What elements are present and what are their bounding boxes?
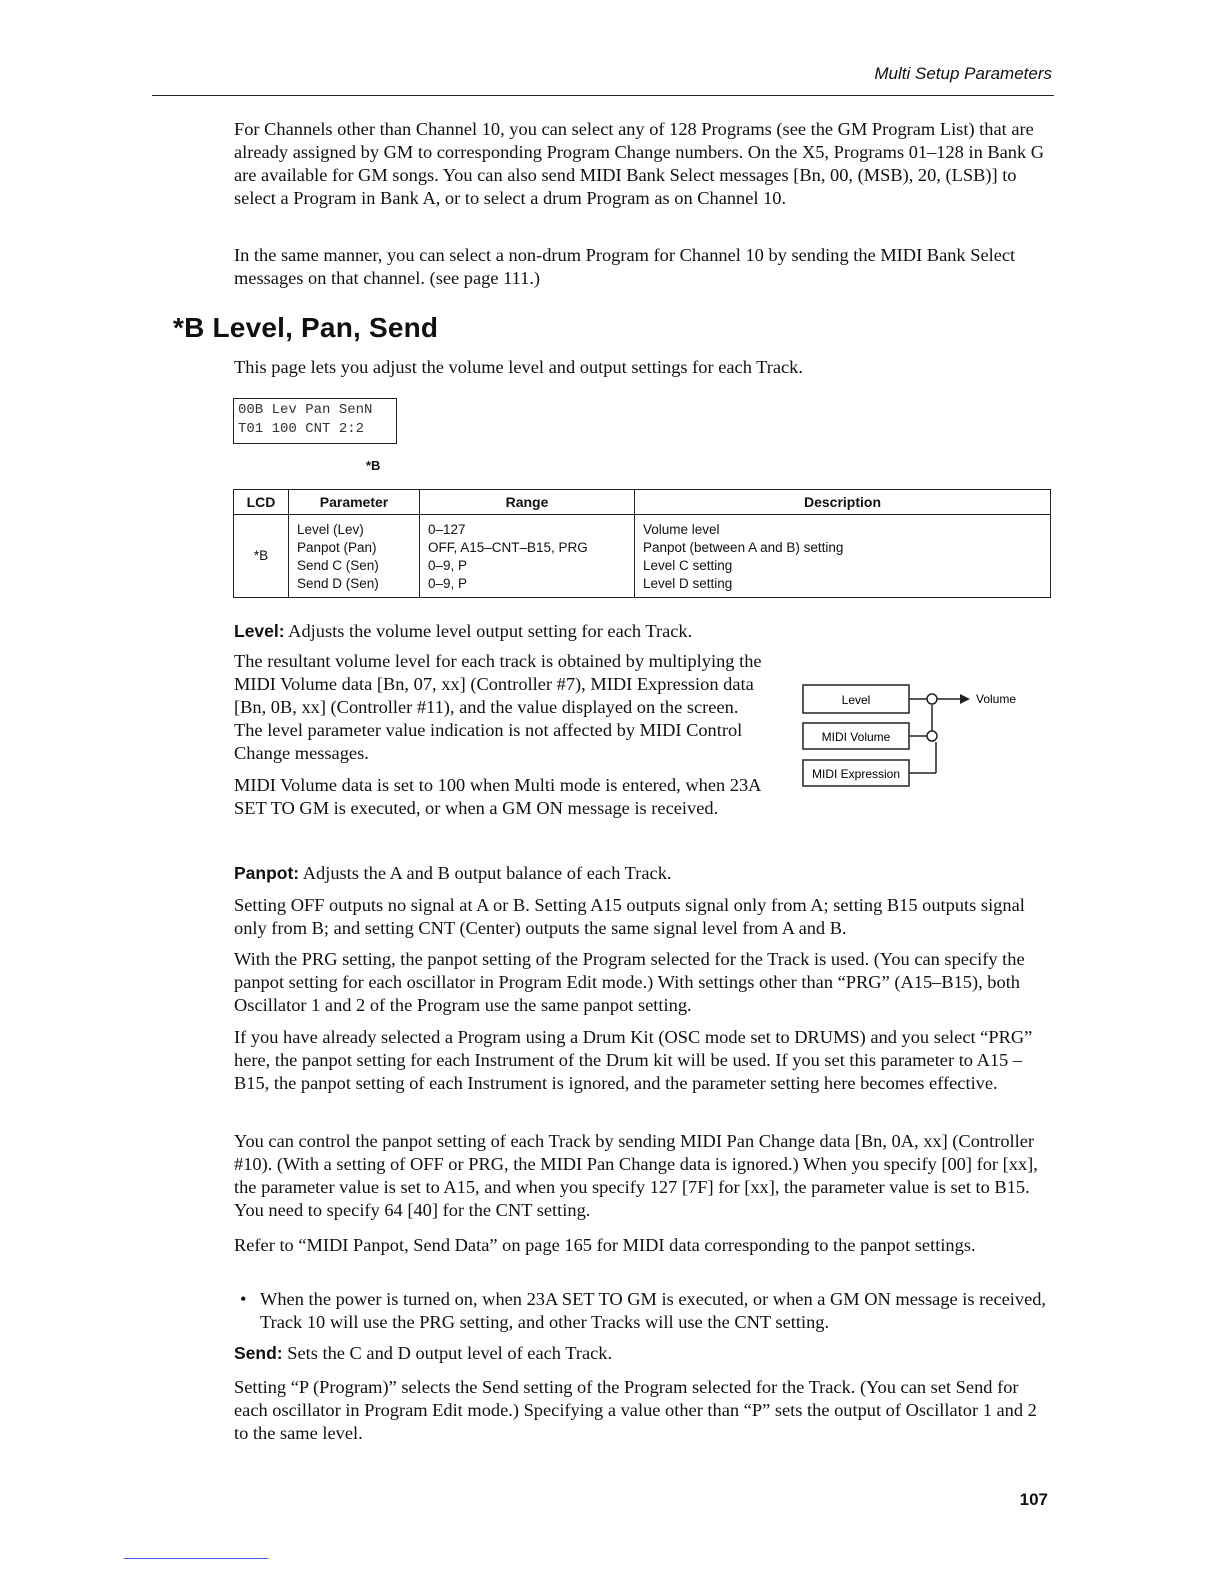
range-level: 0–127	[428, 522, 466, 537]
desc-send-c: Level C setting	[643, 558, 733, 573]
section-lead: This page lets you adjust the volume level and output settings for each Track.	[234, 357, 803, 377]
header-parameter: Parameter	[289, 490, 420, 515]
header-rule	[152, 95, 1054, 96]
bullet-mark: •	[240, 1289, 247, 1309]
send-intro	[234, 1342, 1052, 1365]
panpot-paragraph-3: With the PRG setting, the panpot setting of the Program selected for the Track is used. (You can specify the panpot setting for each oscillator in Program Edit mode.) With settings other than “PRG” (A15–B15), both Oscillator 1 and 2 of the Program use the same panpot setting.	[234, 949, 1025, 1015]
cell-range	[420, 515, 635, 598]
cell-parameter	[289, 515, 420, 598]
page-number: 107	[1019, 1490, 1048, 1509]
range-send-c: 0–9, P	[428, 558, 468, 573]
cell-description	[635, 515, 1051, 598]
header-range: Range	[420, 490, 635, 515]
param-send-c: Send C (Sen)	[297, 558, 379, 573]
running-head: Multi Setup Parameters	[874, 64, 1052, 83]
midi-expression-box-label: MIDI Expression	[811, 767, 901, 781]
level-box-label: Level	[841, 693, 871, 707]
panpot-paragraph-5: You can control the panpot setting of each Track by sending MIDI Pan Change data [Bn, 0A, xx] (Controller #10). (With a setting of OFF or PRG, the MIDI Pan Change data is ignored.) When you specify [00] for [xx], the parameter value is set to A15, and when you specify 127 [7F] for [xx], the parameter value is set to B15. You need to specify 64 [40] for the CNT setting.	[234, 1131, 1038, 1220]
level-label: Level:	[234, 621, 285, 641]
level-text: Adjusts the volume level output setting for each Track.	[288, 621, 693, 641]
panpot-paragraph-6: Refer to “MIDI Panpot, Send Data” on page 165 for MIDI data corresponding to the panpot settings.	[234, 1235, 976, 1255]
range-send-d: 0–9, P	[428, 576, 468, 591]
volume-multiplier-node	[927, 731, 937, 741]
param-level: Level (Lev)	[297, 522, 364, 537]
param-panpot: Panpot (Pan)	[297, 540, 377, 555]
lcd-caption: *B	[366, 458, 381, 473]
lcd-line-2: T01 100 CNT 2:2	[238, 421, 365, 437]
level-paragraph-3: MIDI Volume data is set to 100 when Multi mode is entered, when 23A SET TO GM is executed, or when a GM ON message is received.	[234, 775, 761, 818]
midi-volume-box-label: MIDI Volume	[821, 730, 891, 744]
send-paragraph-2: Setting “P (Program)” selects the Send setting of the Program selected for the Track. (You can set Send for each oscillator in Program Edit mode.) Specifying a value other than “P” sets the output of Oscillator 1 and 2 to the same level.	[234, 1377, 1037, 1443]
panpot-intro	[234, 862, 1052, 885]
lcd-display	[233, 398, 397, 444]
intro-paragraph-2: In the same manner, you can select a non-drum Program for Channel 10 by sending the MIDI Bank Select messages on that channel. (see page 111.)	[234, 245, 1016, 288]
level-signal-diagram	[800, 680, 1060, 790]
bullet-text: When the power is turned on, when 23A SET TO GM is executed, or when a GM ON message is received, Track 10 will use the PRG setting, and other Tracks will use the CNT setting.	[260, 1289, 1047, 1332]
output-arrow	[960, 694, 970, 704]
panpot-paragraph-2: Setting OFF outputs no signal at A or B. Setting A15 outputs signal only from A; setting B15 outputs signal only from B; and setting CNT (Center) outputs the same signal level from A and B.	[234, 895, 1025, 938]
send-text: Sets the C and D output level of each Track.	[287, 1343, 613, 1363]
footer-rule	[124, 1558, 268, 1559]
table-row	[234, 515, 1051, 598]
panpot-paragraph-4: If you have already selected a Program using a Drum Kit (OSC mode set to DRUMS) and you select “PRG” here, the panpot setting for each Instrument of the Drum kit will be used. If you set this parameter to A15 – B15, the panpot setting of each Instrument is ignored, and the parameter setting here becomes effective.	[234, 1027, 1033, 1093]
header-description: Description	[635, 490, 1051, 515]
volume-output-label: Volume	[976, 692, 1017, 706]
panpot-label: Panpot:	[234, 863, 300, 883]
parameter-table	[233, 489, 1051, 598]
desc-level: Volume level	[643, 522, 720, 537]
panpot-bullet	[234, 1288, 1052, 1334]
section-title: *B Level, Pan, Send	[173, 312, 439, 343]
desc-send-d: Level D setting	[643, 576, 733, 591]
desc-panpot: Panpot (between A and B) setting	[643, 540, 844, 555]
level-intro	[234, 620, 1052, 643]
panpot-text: Adjusts the A and B output balance of each Track.	[302, 863, 672, 883]
cell-lcd: *B	[234, 515, 289, 598]
level-paragraph-2: The resultant volume level for each track is obtained by multiplying the MIDI Volume data [Bn, 07, xx] (Controller #7), MIDI Expression data [Bn, 0B, xx] (Controller #11), and the value displayed on the screen. The level parameter value indication is not affected by MIDI Control Change messages.	[234, 651, 762, 763]
level-multiplier-node	[927, 694, 937, 704]
intro-paragraph-1: For Channels other than Channel 10, you can select any of 128 Programs (see the GM Program List) that are already assigned by GM to corresponding Program Change numbers. On the X5, Programs 01–128 in Bank G are available for GM songs. You can also send MIDI Bank Select messages [Bn, 00, (MSB), 20, (LSB)] to select a Program in Bank A, or to select a drum Program as on Channel 10.	[234, 119, 1045, 208]
table-header-row	[234, 490, 1051, 515]
lcd-line-1: 00B Lev Pan SenN	[238, 402, 373, 418]
range-panpot: OFF, A15–CNT–B15, PRG	[428, 540, 588, 555]
send-label: Send:	[234, 1343, 283, 1363]
header-lcd: LCD	[234, 490, 289, 515]
param-send-d: Send D (Sen)	[297, 576, 379, 591]
